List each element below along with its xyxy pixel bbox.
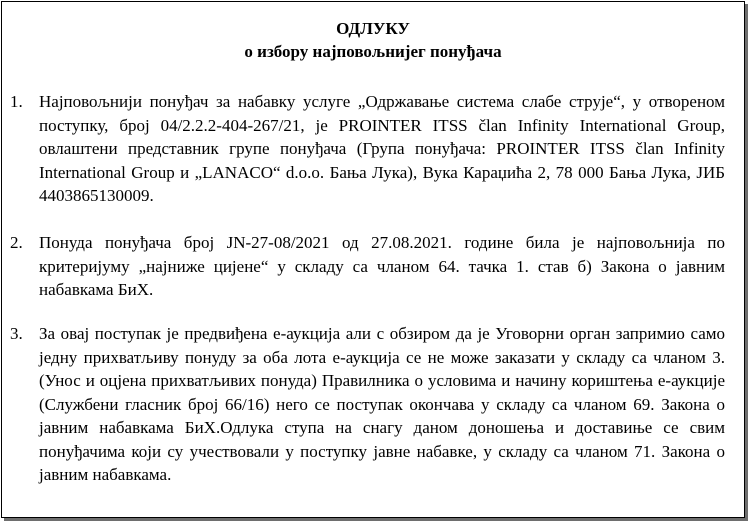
- list-item-text: Најповољнији понуђач за набавку услуге „Одржавање система слабе струје“, у отвореном поступку, број 04/2.2.2-404-267/21, је PROINTER ITSS član Infinity International Group, овлаштени представник групе понуђача (Група понуђача: PROINTER ITSS član Infinity International Group и „LANACO“ d.o.o. Бања Лука), Вука Караџића 2, 78 000 Бања Лука, ЈИБ 4403865130009.: [39, 92, 725, 206]
- list-item-number: 1.: [10, 92, 23, 111]
- list-item-text: За овај поступак је предвиђена е-аукција али с обзиром да је Уговорни орган запримио само једну прихватљиву понуду за оба лота е-аукција се не може заказати у складу са чланом 3. (Унос и оцјена прихватљивих понуда) Правилника о условима и начину кориштења е-аукције (Службени гласник број 66/16) него се поступак окончава у складу са чланом 69. Закона о јавним набавкама БиХ.Одлука ступа на снагу даном доношења и доставиње се свим понуђачима који су учествовали у поступку јавне набавке, у складу са чланом 71. Закона о јавним набавкама.: [39, 324, 725, 484]
- list-item-number: 3.: [10, 324, 23, 343]
- list-item-number: 2.: [10, 233, 23, 252]
- list-item: [10, 322, 725, 487]
- document-frame: [1, 1, 745, 518]
- list-item: [10, 231, 725, 302]
- document-subtitle: о избору најповољнијег понуђача: [244, 42, 502, 61]
- document-title: ОДЛУКУ: [336, 19, 410, 38]
- list-item: [10, 90, 725, 208]
- list-item-text: Понуда понуђача број JN-27-08/2021 од 27.08.2021. године била је најповољнија по критеријуму „најниже цијене“ у складу са чланом 64. тачка 1. став б) Закона о јавним набавкама БиХ.: [39, 233, 725, 300]
